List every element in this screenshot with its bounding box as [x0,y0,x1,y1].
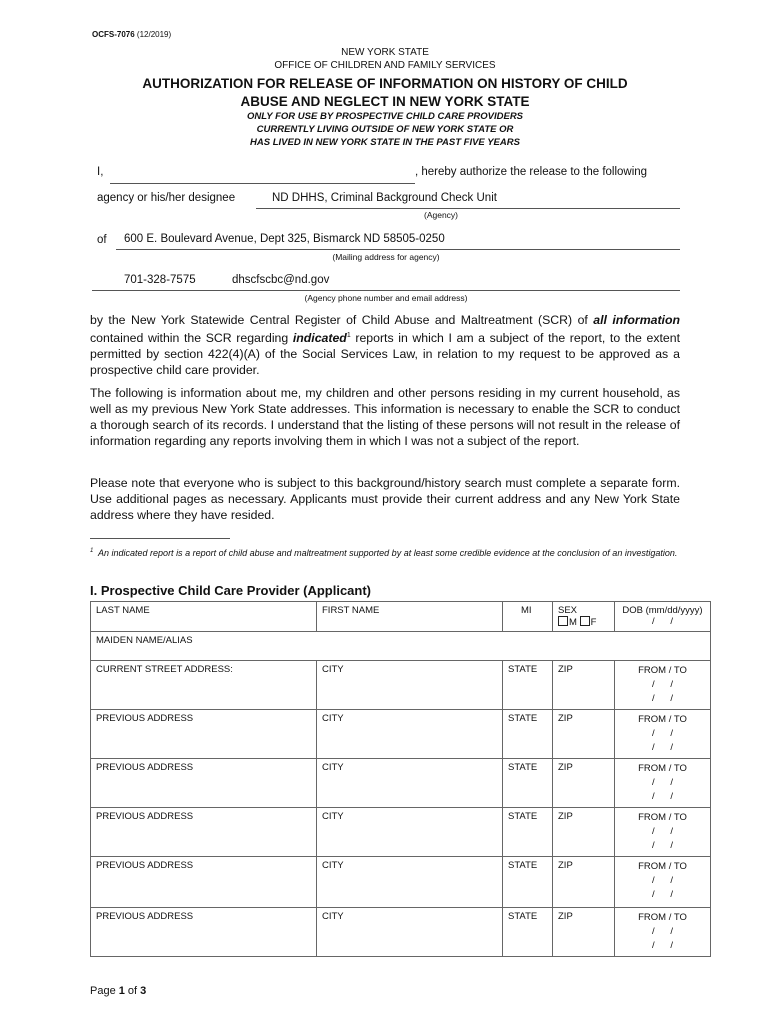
paragraph-note: Please note that everyone who is subject to this background/history search must complete a separate form. Use additional pages as necessary. Applicants must provide their current address and any New York State address where they have resided. [90,476,680,522]
state-cell[interactable]: STATE [503,908,553,957]
state-cell[interactable]: STATE [503,857,553,908]
page-number: Page 1 of 3 [90,985,147,997]
applicant-table [90,601,711,661]
zip-cell[interactable]: ZIP [553,857,615,908]
address-table [90,660,711,957]
state-cell[interactable]: STATE [503,710,553,759]
zip-cell[interactable]: ZIP [553,710,615,759]
address-row [91,759,711,808]
section-title: I. Prospective Child Care Provider (Applicant) [90,583,372,598]
city-cell[interactable]: CITY [317,759,503,808]
i-label: I, [97,166,104,178]
address-row [91,710,711,759]
of-label: of [97,234,107,246]
street-address-cell[interactable]: PREVIOUS ADDRESS [91,759,317,808]
from-to-cell[interactable]: FROM / TO / / / / [615,908,711,957]
table-row [91,632,711,661]
state-cell[interactable]: STATE [503,661,553,710]
form-subtitle: ONLY FOR USE BY PROSPECTIVE CHILD CARE PROVIDERS CURRENTLY LIVING OUTSIDE OF NEW YORK STATE OR HAS LIVED IN NEW YORK STATE IN THE PAST FIVE YEARS [246,111,524,148]
state-heading: NEW YORK STATE [341,47,429,58]
agency-value: ND DHHS, Criminal Background Check Unit [272,192,497,204]
sex-cell: SEX M F [553,602,615,632]
city-cell[interactable]: CITY [317,661,503,710]
form-title: AUTHORIZATION FOR RELEASE OF INFORMATION ON HISTORY OF CHILD ABUSE AND NEGLECT IN NEW YORK STATE [142,76,628,109]
street-address-cell[interactable]: CURRENT STREET ADDRESS: [91,661,317,710]
maiden-name-cell[interactable]: MAIDEN NAME/ALIAS [91,632,711,661]
street-address-cell[interactable]: PREVIOUS ADDRESS [91,808,317,857]
from-to-cell[interactable]: FROM / TO / / / / [615,661,711,710]
sex-f-checkbox[interactable] [580,616,590,626]
agency-address-value: 600 E. Boulevard Avenue, Dept 325, Bismarck ND 58505-0250 [124,233,445,245]
from-to-cell[interactable]: FROM / TO / / / / [615,808,711,857]
zip-cell[interactable]: ZIP [553,661,615,710]
street-address-cell[interactable]: PREVIOUS ADDRESS [91,857,317,908]
agency-address-field[interactable] [116,233,680,250]
agency-contact-field[interactable] [92,274,680,291]
sex-m-checkbox[interactable] [558,616,568,626]
paragraph-household-info: The following is information about me, my children and other persons residing in my current household, as well as my previous New York State addresses. This information is necessary to enable the SCR to conduct a thorough search of its records. I understand that the listing of these persons will not result in the release of information regarding any reports involving them in which I was not a subject of the report. [90,386,680,448]
first-name-cell[interactable]: FIRST NAME [317,602,503,632]
last-name-cell[interactable]: LAST NAME [91,602,317,632]
agency-caption: (Agency) [423,210,458,220]
footnote-divider [90,538,230,539]
street-address-cell[interactable]: PREVIOUS ADDRESS [91,908,317,957]
address-row [91,908,711,957]
street-address-cell[interactable]: PREVIOUS ADDRESS [91,710,317,759]
agency-email: dhscfscbc@nd.gov [232,274,330,286]
from-to-cell[interactable]: FROM / TO / / / / [615,710,711,759]
paragraph-authorization: by the New York Statewide Central Register of Child Abuse and Maltreatment (SCR) of all information contained within the SCR regarding indicated$^1$ reports in which I am a subject of the report, to the extent permitted by section 422(4)(A) of the Social Services Law, in relation to my request to be approved as a prospective child care provider. [90,313,680,378]
agency-phone: 701-328-7575 [124,274,196,286]
address-row [91,857,711,908]
state-cell[interactable]: STATE [503,759,553,808]
zip-cell[interactable]: ZIP [553,808,615,857]
state-cell[interactable]: STATE [503,808,553,857]
footnote: $^1$ An indicated report is a report of child abuse and maltreatment supported by at least some credible evidence at the conclusion of an investigation. [90,548,678,558]
from-to-cell[interactable]: FROM / TO / / / / [615,857,711,908]
authorize-text: , hereby authorize the release to the following [415,166,648,178]
address-row [91,808,711,857]
city-cell[interactable]: CITY [317,857,503,908]
table-row [91,602,711,632]
zip-cell[interactable]: ZIP [553,759,615,808]
city-cell[interactable]: CITY [317,710,503,759]
from-to-cell[interactable]: FROM / TO / / / / [615,759,711,808]
address-caption: (Mailing address for agency) [332,252,440,262]
contact-caption: (Agency phone number and email address) [304,293,468,303]
office-heading: OFFICE OF CHILDREN AND FAMILY SERVICES [274,60,496,71]
dob-cell[interactable]: DOB (mm/dd/yyyy) / / [615,602,711,632]
zip-cell[interactable]: ZIP [553,908,615,957]
mi-cell[interactable]: MI [503,602,553,632]
agency-prefix: agency or his/her designee [97,192,236,204]
applicant-name-field[interactable] [110,167,415,184]
address-row [91,661,711,710]
city-cell[interactable]: CITY [317,908,503,957]
agency-field[interactable] [256,192,680,209]
city-cell[interactable]: CITY [317,808,503,857]
form-code: OCFS-7076 (12/2019) [92,30,172,39]
